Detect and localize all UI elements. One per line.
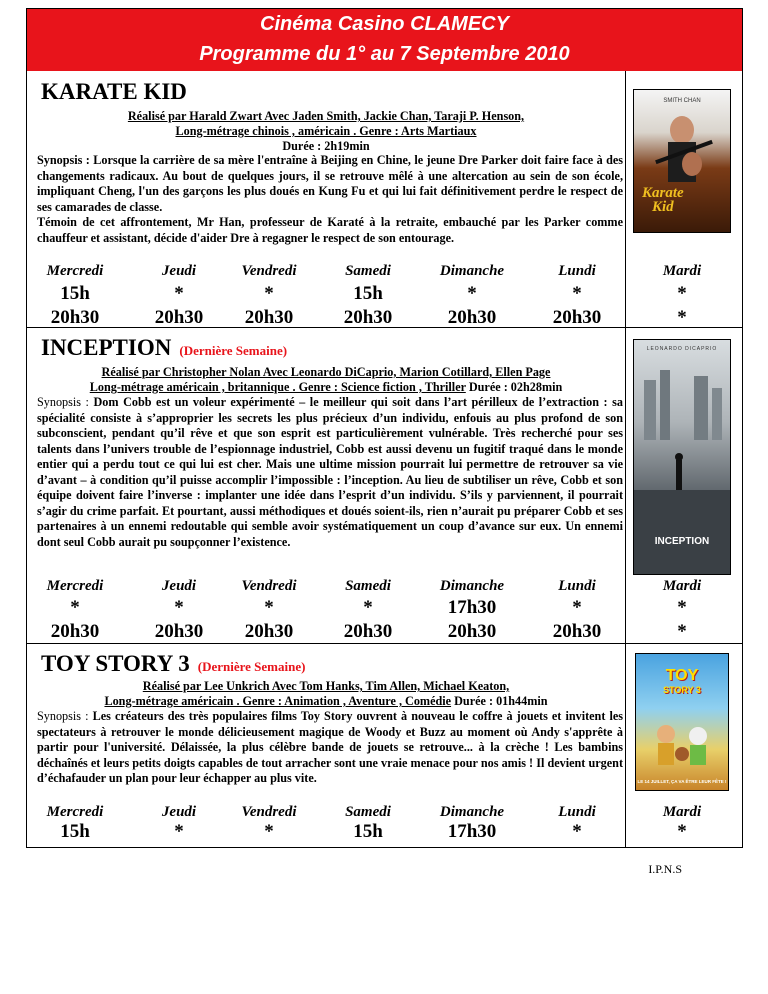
movie-synopsis: Synopsis : Lorsque la carrière de sa mère l'entraîne à Beijing en Chine, le jeune Dre Parker doit faire face à des changements radicaux. Au bout de quelques jours, il se retrouve mêlé à une altercation au sein de son école, impliquant Cheng, l'un des garçons les plus doués en Kung Fu et qui lui fait définitivement perdre le respect de ses camarades de classe. Témoin de cet affrontement, Mr Han, professeur de Karaté à la retraite, embauché par les Parker comme chauffeur et assistant, décide d'aider Dre à regagner le respect de son entourage. [37,153,624,245]
day-samedi: Samedi [345,578,391,594]
day-samedi: Samedi [345,804,391,820]
movie-duration: Durée : 2h19min [282,139,370,153]
poster-toy-story-3: TOY STORY 3 LE 14 JUILLET, ÇA VA ÊTRE LEUR FÊTE ! [635,653,729,791]
day-lundi: Lundi [558,804,596,820]
showtime: 20h30 [447,621,497,642]
showtime: * [264,821,274,842]
day-vendredi: Vendredi [241,804,297,820]
showtime: 20h30 [50,307,100,328]
day-jeudi: Jeudi [161,263,197,279]
showtime: * [677,307,687,328]
showtime: * [70,597,80,618]
showtime: 15h [60,283,90,304]
movie-genre: Long-métrage chinois , américain . Genre : Arts Martiaux [175,124,477,138]
showtime: 20h30 [343,621,393,642]
showtime: * [264,283,274,304]
showtime: 20h30 [50,621,100,642]
showtime: 20h30 [154,621,204,642]
showtime: * [467,283,477,304]
showtime: 17h30 [447,597,497,618]
showtime: 15h [60,821,90,842]
showtime: 17h30 [447,821,497,842]
movie-synopsis: Synopsis : Les créateurs des très populaires films Toy Story ouvrent à nouveau le coffre à jouets et invitent les spectateurs à retrouver le monde délicieusement magique de Woody et Buzz au moment où Andy s'apprête à partir pour l'université. Délaissée, la plus célèbre bande de jouets se retrouve... à la crèche ! Les bambins déchaînés et leurs petits doigts capables de tout arracher sont une vraie menace pour nos amis ! Il devient urgent d’échafauder un plan pour leur échapper au plus vite. [37,709,624,785]
showtime: * [677,597,687,618]
poster-toys-icon [636,654,728,790]
poster-karate-kid: SMITH CHAN Karate Kid [633,89,731,233]
day-dimanche: Dimanche [439,578,505,594]
day-samedi: Samedi [345,263,391,279]
day-jeudi: Jeudi [161,804,197,820]
programme-frame [26,8,743,848]
movie-title-karate-kid: KARATE KID [41,79,187,104]
day-dimanche: Dimanche [439,804,505,820]
day-lundi: Lundi [558,263,596,279]
showtime: * [174,821,184,842]
movie-genre: Long-métrage américain , britannique . Genre : Science fiction , Thriller [89,380,466,394]
last-week-badge: (Dernière Semaine) [197,659,306,674]
day-vendredi: Vendredi [241,263,297,279]
movie-info [29,679,623,709]
section-divider [27,643,742,644]
day-mardi: Mardi [662,804,702,820]
movie-genre: Long-métrage américain . Genre : Animation , Aventure , Comédie [104,694,452,708]
showtime: * [264,597,274,618]
movie-credits: Réalisé par Harald Zwart Avec Jaden Smith, Jackie Chan, Taraji P. Henson, [127,109,525,123]
day-dimanche: Dimanche [439,263,505,279]
showtime: 20h30 [343,307,393,328]
showtime: 20h30 [154,307,204,328]
day-mardi: Mardi [662,263,702,279]
showtime: * [677,283,687,304]
day-lundi: Lundi [558,578,596,594]
cinema-name: Cinéma Casino CLAMECY [260,13,509,35]
poster-title: Karate [642,185,684,201]
movie-synopsis: Synopsis : Dom Cobb est un voleur expérimenté – le meilleur qui soit dans l’art périlleux de l’extraction : sa spécialité consiste à s’approprier les secrets les plus précieux d’un individu, enfouis au plus profond de son subconscient, pendant qu’il rêve et que son esprit est particulièrement vulnérable. Très recherché pour ses talents dans l’univers trouble de l’espionnage industriel, Cobb est aussi devenu un fugitif traqué dans le monde entier qui a perdu tout ce qui lui est cher. Mais une ultime mission pourrait lui permettre de retrouver sa vie d’avant – à condition qu’il puisse accomplir l’impossible : l’inception. Au lieu de subtiliser un rêve, Cobb et son équipe doivent faire l’inverse : implanter une idée dans l’esprit d’un individu. S’ils y parviennent, il pourrait s’agir du crime parfait. Et pourtant, aussi méthodiques et doués soient-ils, rien n’aurait pu préparer Cobb et ses partenaires à un ennemi redoutable qui semble avoir systématiquement un coup d’avance sur eux. Un ennemi dont seul Cobb aurait pu soupçonner l’existence. [37,395,623,549]
showtime: * [174,283,184,304]
poster-title: TOY [665,667,699,684]
day-jeudi: Jeudi [161,578,197,594]
day-mercredi: Mercredi [46,263,104,279]
movie-duration: Durée : 02h28min [465,380,563,394]
showtime: * [572,821,582,842]
programme-dates: Programme du 1° au 7 Septembre 2010 [199,43,570,65]
day-mercredi: Mercredi [46,578,104,594]
showtime: * [677,621,687,642]
showtime: 20h30 [244,621,294,642]
day-mercredi: Mercredi [46,804,104,820]
movie-credits: Réalisé par Christopher Nolan Avec Leonardo DiCaprio, Marion Cotillard, Ellen Page [101,365,551,379]
last-week-badge: (Dernière Semaine) [179,343,288,358]
column-divider [625,71,626,847]
movie-title-inception: INCEPTION (Dernière Semaine) [41,335,288,360]
showtime: 15h [353,821,383,842]
showtime: 20h30 [244,307,294,328]
showtime: * [572,283,582,304]
showtime: 20h30 [552,307,602,328]
poster-inception: LEONARDO DICAPRIO INCEPTION [633,339,731,575]
showtime: * [572,597,582,618]
movie-duration: Durée : 01h44min [451,694,548,708]
movie-title-toy-story-3: TOY STORY 3 (Dernière Semaine) [41,651,306,676]
footer-ipns: I.P.N.S [648,862,682,876]
showtime: * [677,821,687,842]
movie-info [29,109,623,154]
movie-info [29,365,623,395]
poster-title: INCEPTION [654,536,710,547]
showtime: 20h30 [447,307,497,328]
day-vendredi: Vendredi [241,578,297,594]
day-mardi: Mardi [662,578,702,594]
showtime: 15h [353,283,383,304]
showtime: 20h30 [552,621,602,642]
movie-credits: Réalisé par Lee Unkrich Avec Tom Hanks, Tim Allen, Michael Keaton, [142,679,510,693]
showtime: * [363,597,373,618]
showtime: * [174,597,184,618]
programme-header [27,9,742,71]
